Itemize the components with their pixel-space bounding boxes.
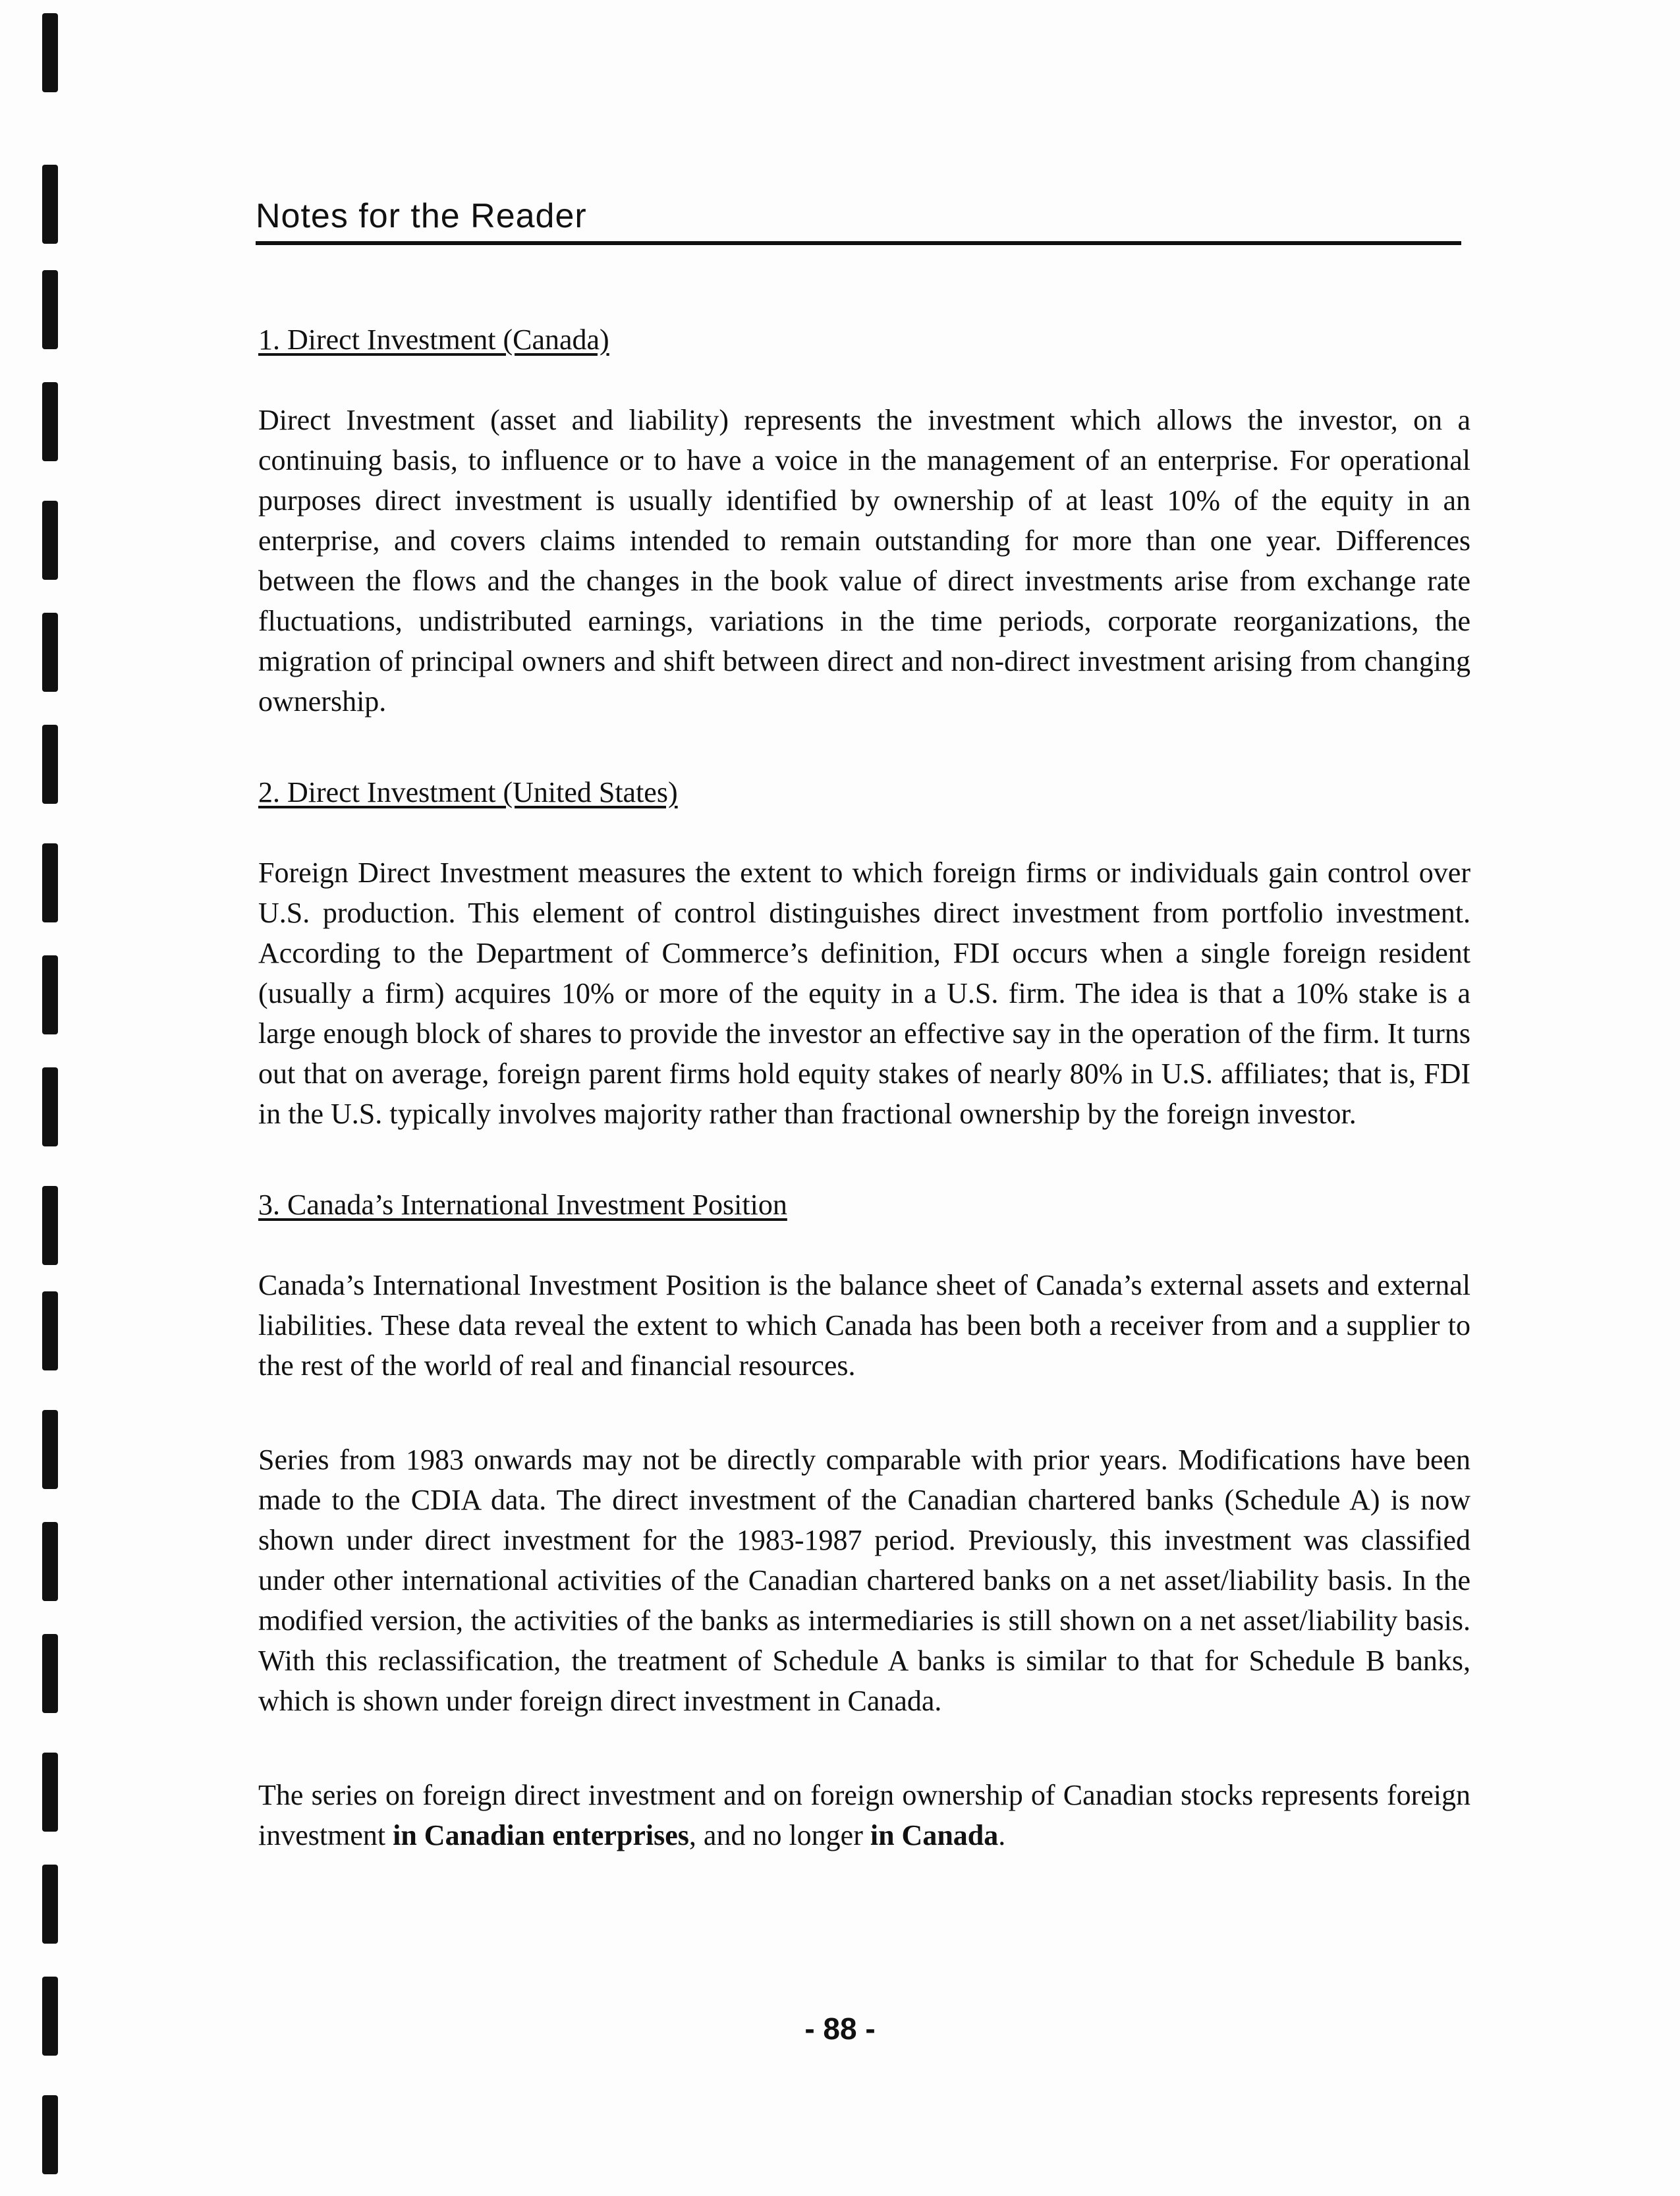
closing-text-bold-enterprises: in Canadian enterprises <box>393 1819 689 1851</box>
page-header <box>256 196 1461 245</box>
binding-hole <box>42 165 58 244</box>
binding-hole <box>42 843 58 922</box>
binding-hole <box>42 1067 58 1146</box>
page-title: Notes for the Reader <box>256 197 587 235</box>
binding-hole <box>42 955 58 1034</box>
binding-hole <box>42 1753 58 1832</box>
title-rule <box>256 241 1461 245</box>
page-content <box>258 323 1470 1903</box>
binding-hole <box>42 613 58 692</box>
binding-hole <box>42 501 58 580</box>
paragraph-iip-definition: Canada’s International Investment Position is the balance sheet of Canada’s external assets and external liabilities. These data reveal the extent to which Canada has been both a receiver from and a supplier to the rest of the world of real and financial resources. <box>258 1269 1470 1382</box>
binding-hole <box>42 1634 58 1713</box>
section-heading-direct-investment-canada: 1. Direct Investment (Canada) <box>258 324 609 356</box>
binding-hole <box>42 1865 58 1944</box>
binding-hole <box>42 13 58 92</box>
paragraph-direct-investment-canada: Direct Investment (asset and liability) represents the investment which allows the investor, on a continuing basis, to influence or to have a voice in the management of an enterprise. For operational purposes direct investment is usually identified by ownership of at least 10% of the equity in an enterprise, and covers claims intended to remain outstanding for more than one year. Differences between the flows and the changes in the book value of direct investments arise from exchange rate fluctuations, undistributed earnings, variations in the time periods, corporate reorganizations, the migration of principal owners and shift between direct and non-direct investment arising from changing ownership. <box>258 404 1470 718</box>
paragraph-iip-closing <box>258 1775 1470 1855</box>
section-heading-direct-investment-us: 2. Direct Investment (United States) <box>258 776 678 808</box>
binding-hole <box>42 1522 58 1601</box>
paragraph-direct-investment-us: Foreign Direct Investment measures the extent to which foreign firms or individuals gain control over U.S. production. This element of control distinguishes direct investment from portfolio investment. According to the Department of Commerce’s definition, FDI occurs when a single foreign resident (usually a firm) acquires 10% or more of the equity in a U.S. firm. The idea is that a 10% stake is a large enough block of shares to provide the investor an effective say in the operation of the firm. It turns out that on average, foreign parent firms hold equity stakes of nearly 80% in U.S. affiliates; that is, FDI in the U.S. typically involves majority rather than fractional ownership by the foreign investor. <box>258 857 1470 1130</box>
page-number: - 88 - <box>804 2012 876 2046</box>
binding-hole <box>42 1291 58 1370</box>
binding-hole <box>42 2095 58 2174</box>
binding-hole <box>42 725 58 804</box>
binding-hole <box>42 1186 58 1265</box>
binding-hole <box>42 382 58 461</box>
closing-text-end: . <box>998 1819 1006 1851</box>
closing-text-middle: , and no longer <box>688 1819 870 1851</box>
binding-hole <box>42 270 58 349</box>
binding-holes <box>34 0 61 2196</box>
closing-text-bold-canada: in Canada <box>870 1819 999 1851</box>
section-heading-international-investment-position: 3. Canada’s International Investment Position <box>258 1189 787 1221</box>
paragraph-iip-series-changes: Series from 1983 onwards may not be directly comparable with prior years. Modifications have been made to the CDIA data. The direct investment of the Canadian chartered banks (Schedule A) is now shown under direct investment for the 1983-1987 period. Previously, this investment was classified under other international activities of the Canadian chartered banks on a net asset/liability basis. In the modified version, the activities of the banks as intermediaries is still shown on a net asset/liability basis. With this reclassification, the treatment of Schedule A banks is similar to that for Schedule B banks, which is shown under foreign direct investment in Canada. <box>258 1444 1470 1717</box>
closing-text-lead: The series on foreign direct investment and on foreign ownership of Canadian stocks represents foreign investment <box>258 1779 1470 1851</box>
binding-hole <box>42 1410 58 1489</box>
